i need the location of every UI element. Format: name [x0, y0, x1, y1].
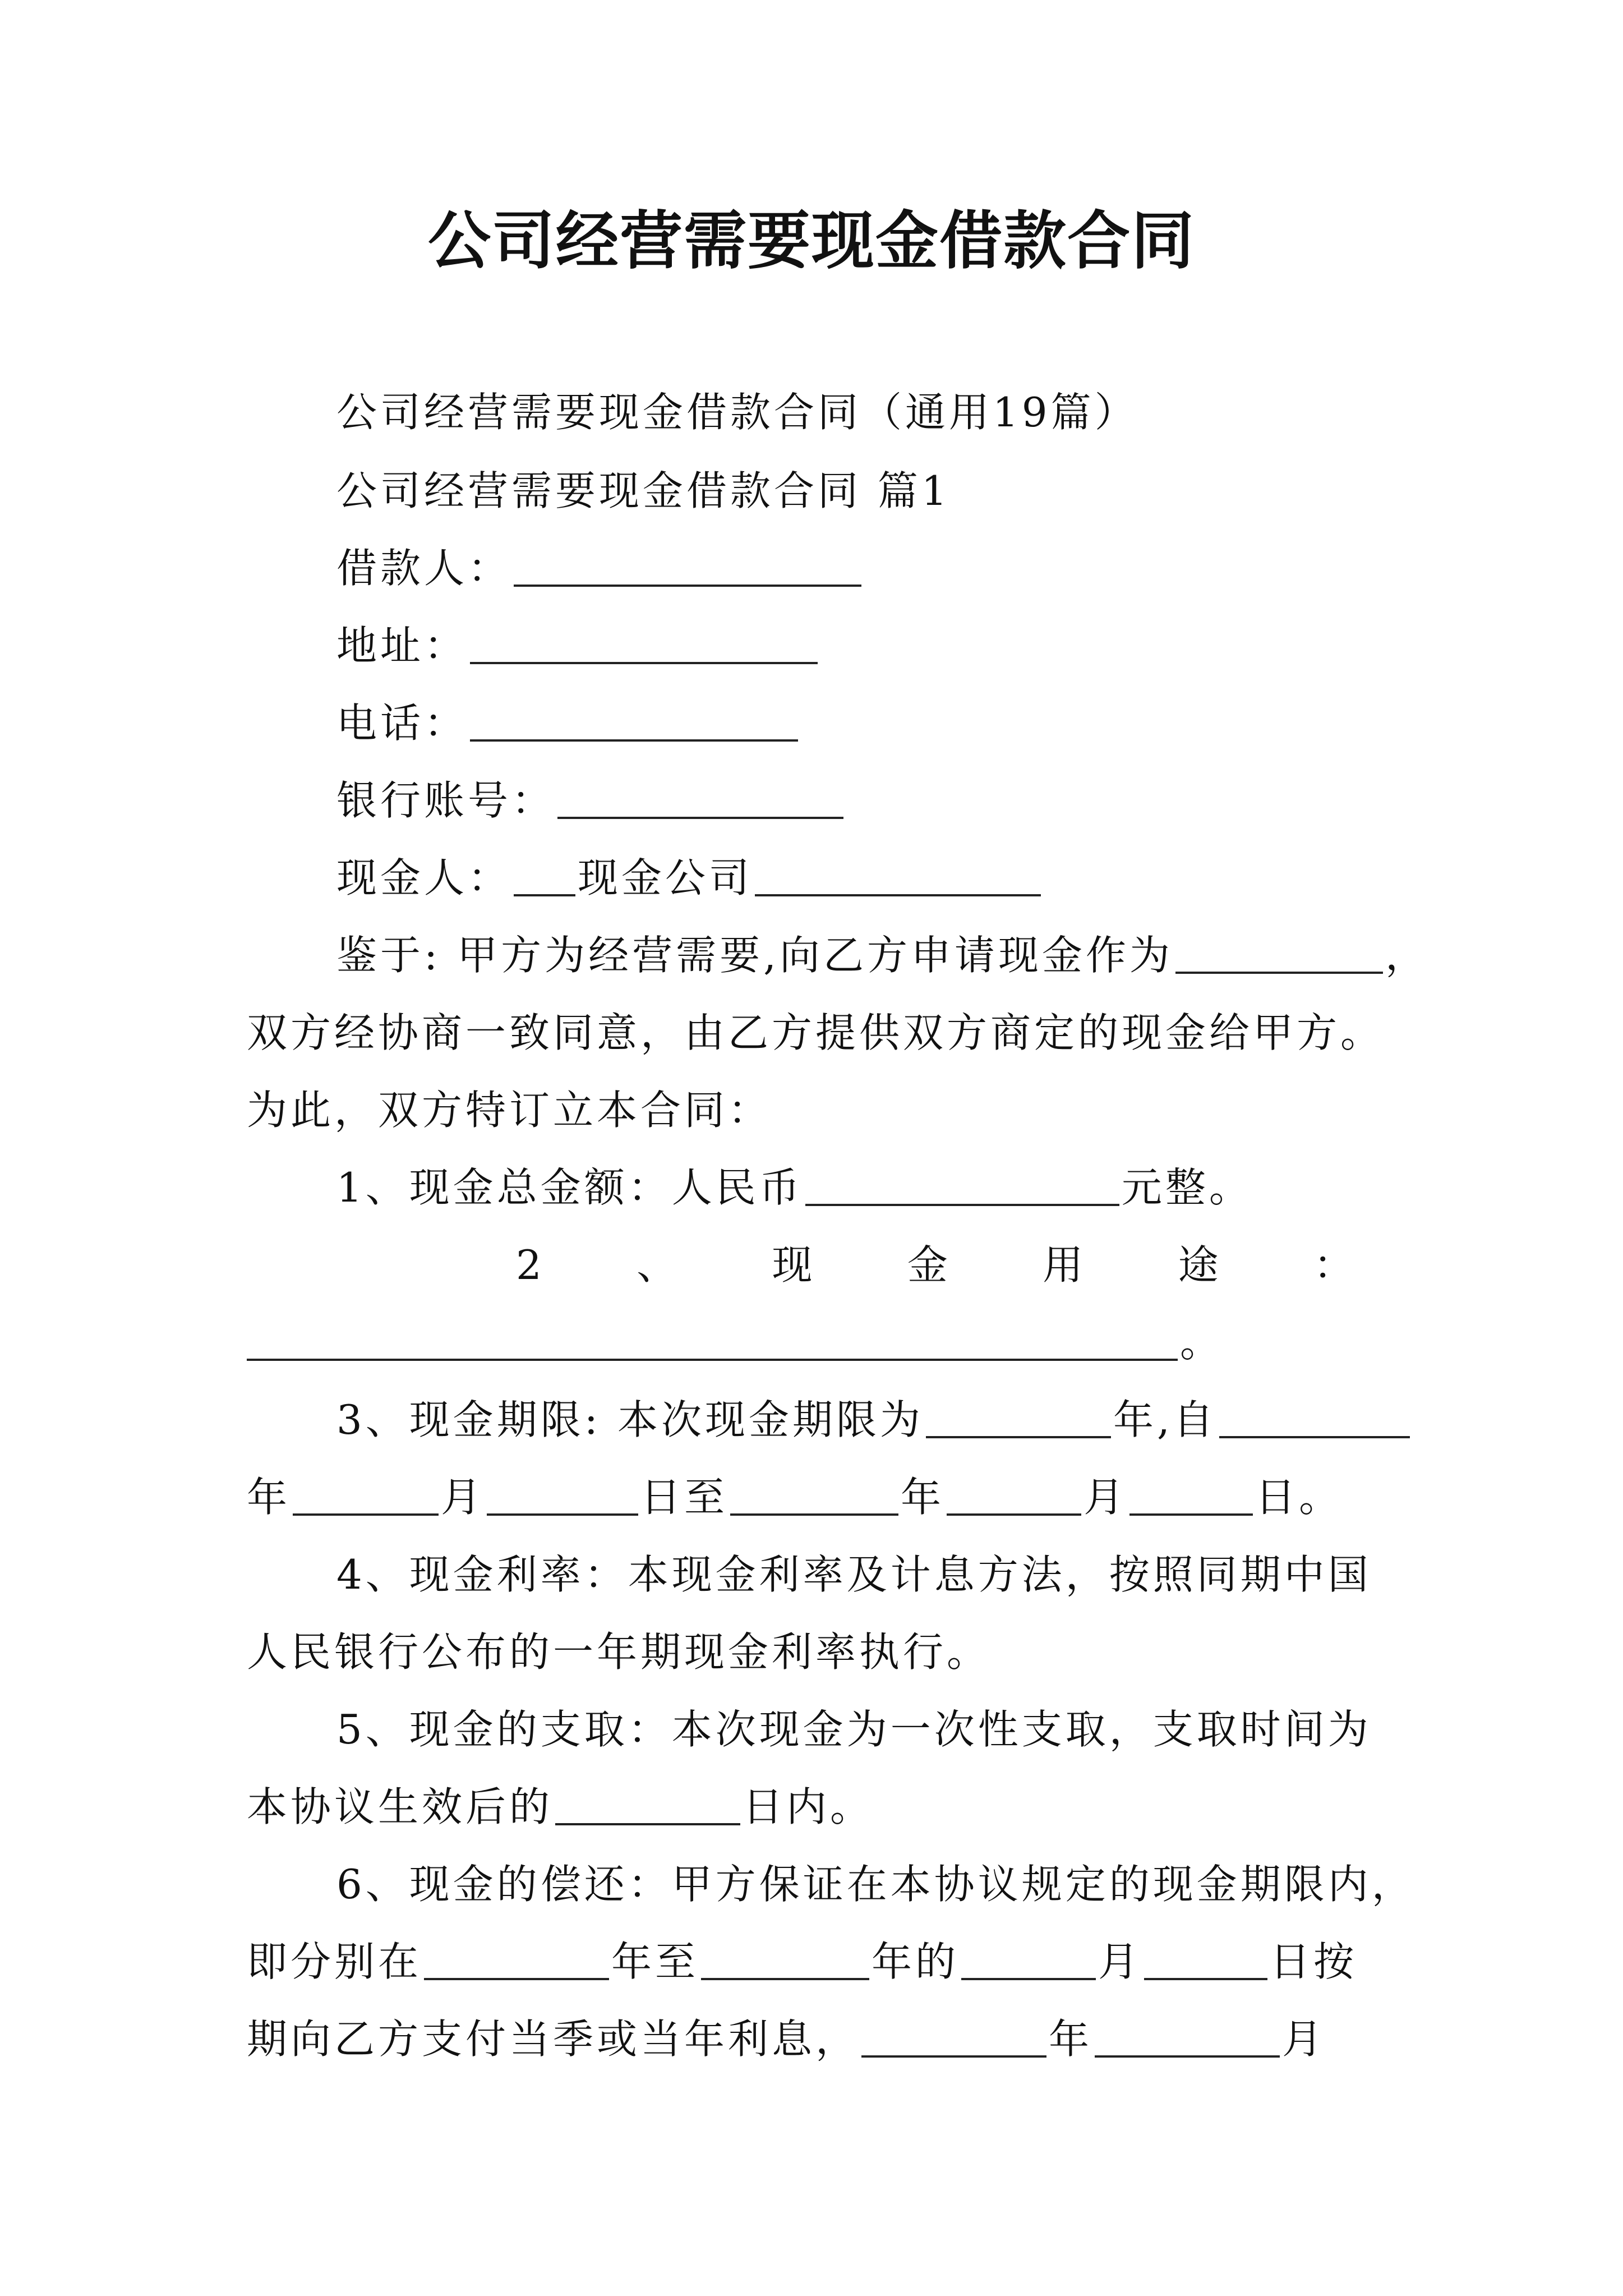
- lender-field: [336, 850, 1481, 906]
- clause-2-char: 现: [772, 1241, 816, 1289]
- clause-3-text: 3、现金期限: 本次现金期限为: [336, 1396, 924, 1443]
- whereas-line-2: 双方经协商一致同意，由乙方提供双方商定的现金给甲方。: [247, 1009, 1385, 1056]
- clause-2-char: 、: [637, 1241, 681, 1289]
- phone-label: 电话：: [336, 700, 468, 747]
- clause-6-month: 月: [1098, 1938, 1142, 1985]
- clause-3-year-from: 年,自: [1113, 1396, 1217, 1443]
- clause-6-blank: [1144, 1978, 1267, 1980]
- clause-3-blank: [293, 1513, 439, 1516]
- clause-3-blank: [1129, 1513, 1253, 1516]
- clause-2-char: 2: [516, 1241, 545, 1289]
- borrower-field: [336, 540, 1481, 596]
- clause-3-year: 年: [247, 1474, 291, 1521]
- clause-6-month: 月: [1282, 2016, 1326, 2063]
- clause-1: [336, 1159, 1481, 1216]
- clause-2-char: 途: [1178, 1241, 1222, 1289]
- bank-account-label: 银行账号：: [336, 777, 556, 824]
- address-field: [336, 618, 1481, 674]
- phone-field: [336, 695, 1481, 751]
- clause-6-text: 即分别在: [247, 1938, 422, 1985]
- clause-2-end: 。: [1180, 1319, 1224, 1366]
- clause-6-line-2: [247, 1934, 1391, 1990]
- clause-5-line-2: [247, 1779, 1391, 1835]
- document-title: 公司经营需要现金借款合同: [428, 204, 1195, 278]
- clause-2-char: ：: [1313, 1241, 1357, 1289]
- clause-4-line-2: 人民银行公布的一年期现金利率执行。: [247, 1628, 991, 1676]
- clause-6-line-1: 6、现金的偿还：甲方保证在本协议规定的现金期限内，: [336, 1861, 1415, 1908]
- section-heading: 公司经营需要现金借款合同 篇1: [336, 467, 951, 514]
- clause-5-end: 日内。: [743, 1783, 874, 1830]
- clause-1-blank: [805, 1204, 1119, 1206]
- clause-1-text: 1、现金总金额：人民币: [336, 1164, 803, 1211]
- clause-6-day: 日按: [1270, 1938, 1358, 1985]
- clause-4-line-1: 4、现金利率：本现金利率及计息方法，按照同期中国: [336, 1551, 1372, 1598]
- clause-3-blank: [487, 1513, 638, 1516]
- whereas-text: 鉴于: 甲方为经营需要,向乙方申请现金作为: [336, 932, 1174, 979]
- clause-6-text: 期向乙方支付当季或当年利息，: [247, 2016, 860, 2063]
- lender-blank-1: [514, 894, 575, 896]
- clause-3-blank: [1219, 1436, 1410, 1438]
- clause-2-line-1: [516, 1237, 1357, 1293]
- whereas-blank: [1175, 972, 1383, 974]
- lender-company: 现金公司: [578, 854, 753, 901]
- clause-3-line-2: [247, 1469, 1391, 1525]
- phone-blank: [470, 739, 798, 742]
- whereas-comma: ，: [1385, 932, 1430, 979]
- clause-3-month: 月: [1083, 1474, 1128, 1521]
- bank-account-blank: [557, 817, 843, 819]
- clause-3-day-to: 日至: [640, 1474, 728, 1521]
- clause-2-char: 金: [907, 1241, 951, 1289]
- address-label: 地址：: [336, 622, 468, 669]
- clause-2-blank: [247, 1359, 1178, 1361]
- clause-6-blank: [961, 1978, 1096, 1980]
- clause-6-line-3: [247, 2011, 1391, 2067]
- clause-6-year-to: 年至: [611, 1938, 699, 1985]
- clause-5-blank: [555, 1823, 740, 1825]
- clause-6-blank: [424, 1978, 609, 1980]
- clause-3-blank: [947, 1513, 1081, 1516]
- clause-3-blank: [926, 1436, 1111, 1438]
- clause-2-line-2: [247, 1314, 1391, 1370]
- whereas-line-3: 为此，双方特订立本合同：: [247, 1087, 772, 1134]
- clause-5-text: 本协议生效后的: [247, 1783, 554, 1830]
- clause-2-char: 用: [1043, 1241, 1087, 1289]
- address-blank: [470, 662, 818, 664]
- whereas-line-1: [336, 927, 1430, 983]
- clause-1-end: 元整。: [1121, 1164, 1253, 1211]
- clause-3-year: 年: [901, 1474, 945, 1521]
- clause-6-year-of: 年的: [872, 1938, 960, 1985]
- clause-3-line-1: [336, 1392, 1481, 1448]
- lender-label: 现金人：: [336, 854, 512, 901]
- clause-3-day-end: 日。: [1255, 1474, 1343, 1521]
- document-subtitle: 公司经营需要现金借款合同（通用19篇）: [336, 389, 1138, 436]
- borrower-label: 借款人：: [336, 545, 512, 592]
- borrower-blank: [514, 585, 861, 587]
- lender-blank-2: [755, 894, 1041, 896]
- bank-account-field: [336, 772, 1481, 829]
- clause-5-line-1: 5、现金的支取：本次现金为一次性支取，支取时间为: [336, 1706, 1372, 1753]
- clause-6-blank: [701, 1978, 869, 1980]
- clause-3-month: 月: [441, 1474, 485, 1521]
- clause-6-blank: [861, 2055, 1046, 2058]
- clause-6-blank: [1095, 2055, 1280, 2058]
- clause-3-blank: [730, 1513, 898, 1516]
- clause-6-year: 年: [1049, 2016, 1093, 2063]
